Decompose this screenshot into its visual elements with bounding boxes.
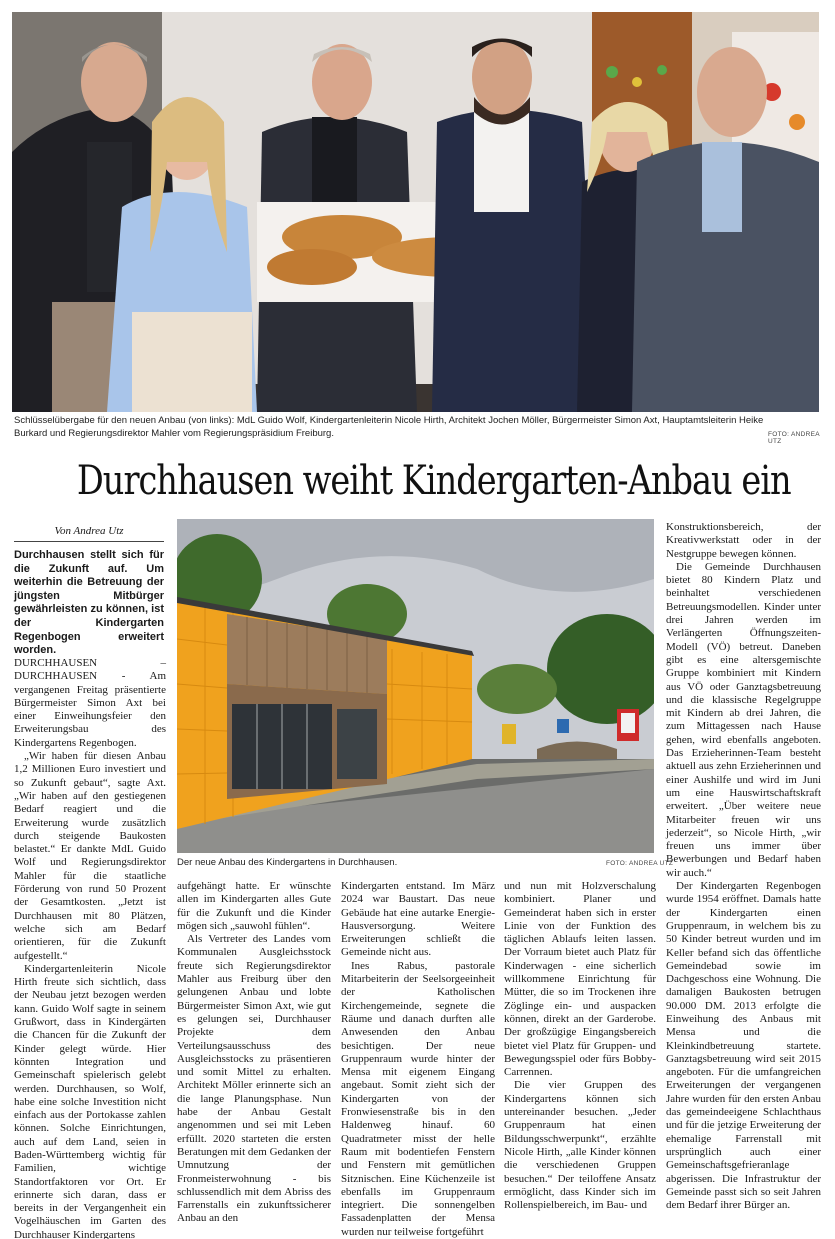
paragraph: „Wir haben für diesen Anbau 1,2 Millionen Euro investiert und so Zukunft gebaut“, sagte Axt. „Wir haben auf den gestiegenen Bedarf reagiert und die Erweiterung wurde zusätzlich durch steigende Baukosten belastet.“ Er dankte MdL Guido Wolf und Regierungsdirektor Mahler für die staatliche Förderung von rund 50 Prozent der Gesamtkosten. „Jetzt ist Durchhausen mit 80 Plätzen, welche sich am Bedarf orientieren, für die Zukunft aufgestellt.“ (14, 750, 166, 962)
article-column-4 (504, 880, 656, 1212)
paragraph: Die vier Gruppen des Kindergartens können sich untereinander besuchen. „Jeder Gruppenraum hat einen Bildungsschwerpunkt“, erzählte Nicole Hirth, „alle Kinder können die verschiedenen Gruppen besuchen.“ Der teiloffene Ansatz ermöglicht, dass Kinder sich im Rollenspielbereich, im Bau- und (504, 1079, 656, 1212)
dateline: DURCHHAUSEN – DURCHHAUSEN (14, 657, 166, 683)
paragraph-text: - Am vergangenen Freitag präsentierte Bürgermeister Simon Axt bei einer Einweihungsfeier den Erweiterungsbau des Kindergartens Regenbogen. (14, 670, 166, 749)
article-column-3 (341, 880, 495, 1239)
building-photo-credit: FOTO: ANDREA UTZ (606, 860, 674, 867)
paragraph: Der Kindergarten Regenbogen wurde 1954 eröffnet. Damals hatte der Kindergarten einen Gruppenraum, in welchem bis zu 50 Kinder betreut wurden und im Keller befand sich das öffentliche Gemeindebad sowie im Dachgeschoss eine Wohnung. Die damaligen Baukosten betrugen 90.000 DM. 2013 erfolgte die Einweihung des Anbaus mit Mensa und die Kleinkindbetreuung startete. Ganztagsbetreuung wird seit 2015 angeboten. Für die umfangreichen Erweiterungen der vergangenen Jahre wurden für den ersten Anbau das gemeindeeigene Schlachthaus und für die jetzige Erweiterung der ehemalige Farrenstall mit ursprünglich auch einer Gemeinschaftsgefrieranlage abgerissen. Die Infrastruktur der Gemeinde passt sich so seit Jahren dem Bedarf ihrer Bürger an. (666, 880, 821, 1212)
building-photo (177, 519, 654, 853)
group-photo-illustration (12, 12, 819, 412)
paragraph: Als Vertreter des Landes vom Kommunalen Ausgleichsstock freute sich Regierungsdirektor Mahler aus Freiburg über den gelungenen Anbau und lobte Bürgermeister Simon Axt, wie gut es gelungen sei, Durchhauser Projekte dem Verteilungsausschuss des Ausgleichsstocks zu präsentieren und somit Mittel zu erhalten. Architekt Möller erinnerte sich an die lange Planungsphase. Nun habe der Anbau Gestalt angenommen und sei mit Leben erfüllt. 2020 starteten die ersten Beratungen mit dem Gedanken der Umnutzung der Fronmeisterwohnung - bis schlussendlich mit dem Abriss des Farrenstalls ein zukunftssicherer Anbau an den (177, 933, 331, 1225)
paragraph (14, 657, 166, 750)
top-photo-caption: Schlüsselübergabe für den neuen Anbau (von links): MdL Guido Wolf, Kindergartenleiterin Nicole Hirth, Architekt Jochen Möller, Bürgermeister Simon Axt, Hauptamtsleiterin Heike Burkard und Regierungsdirektor Mahler vom Regierungspräsidium Freiburg. (14, 415, 764, 439)
top-photo-credit: FOTO: ANDREA UTZ (768, 431, 820, 445)
paragraph: und nun mit Holzverschalung kombiniert. Planer und Gemeinderat haben sich in erster Linie von der Funktion des täglichen Ablaufs leiten lassen. Der Vorraum bietet auch Platz für Kinderwagen - eine sicherlich willkommene Einrichtung für Mütter, die so im Trockenen ihre Zöglinge ein- und auspacken können, direkt an der Garderobe. Der großzügige Eingangsbereich bietet viel Platz für Gruppen- und Bewegungsspiel oder fürs Bobby-Carrennen. (504, 880, 656, 1079)
building-photo-illustration (177, 519, 654, 853)
paragraph: Kindergartenleiterin Nicole Hirth freute sich sichtlich, dass der Neubau jetzt bezogen werden kann. Guido Wolf sagte in seinem Grußwort, dass in Kindergärten die Chancen für die Zukunft der Kinder gelegt würde. Hier könnten Integration und Gemeinschaft spielerisch gelebt werden. Durchhausen, so Wolf, habe eine solche Investition nicht einfach aus der Portokasse zahlen können. Solche Einrichtungen, auch auf dem Land, seien in Baden-Württemberg wichtig für Familien, wichtige Standortfaktoren vor Ort. Er erinnerte sich daran, dass er bereits in der Vergangenheit ein Vogelhäuschen im Garten des Durchhauser Kindergartens (14, 962, 166, 1239)
paragraph: Kindergarten entstand. Im März 2024 war Baustart. Das neue Gebäude hat eine autarke Energie-Hausversorgung. Weitere Erweiterungen schließt die Gemeinde nicht aus. (341, 880, 495, 959)
author-byline: Von Andrea Utz (14, 525, 164, 542)
group-photo (12, 12, 819, 412)
article-column-1 (14, 657, 166, 1239)
article-column-5 (666, 521, 821, 1212)
lead-paragraph: Durchhausen stellt sich für die Zukunft auf. Um weiterhin die Betreuung der jüngsten Mitbürger gewährleisten zu können, ist der Kindergarten Regenbogen erweitert worden. (14, 549, 164, 657)
building-photo-caption: Der neue Anbau des Kindergartens in Durchhausen. (177, 857, 398, 868)
paragraph: Die Gemeinde Durchhausen bietet 80 Kindern Platz und beinhaltet verschiedenen Betreuungsmodellen. Kinder unter drei Jahren werden im Verlängerten Öffnungszeiten-Modell (VÖ) betreut. Daneben gibt es eine altersgemischte Gruppe kombiniert mit Kindern aus VÖ oder Ganztagsbetreuung und die klassische Regelgruppe mit Kindern ab drei Jahren, die zum Mittagessen nach Hause gehen, wird ebenfalls angeboten. Das Erzieherinnen-Team besteht aktuell aus zehn Erzieherinnen und einer Aushilfe und wird im Juni um eine Hauswirtschaftskraft erweitert. „Über weitere neue Mitarbeiter freuen wir uns jederzeit“, so Nicole Hirth, „wir freuen uns immer über Bewerbungen und Bedarf haben wir auch.“ (666, 560, 821, 879)
paragraph: aufgehängt hatte. Er wünschte allen im Kindergarten alles Gute für die Zukunft und die Kinder mögen sich „sauwohl fühlen“. (177, 880, 331, 932)
paragraph: Konstruktionsbereich, der Kreativwerkstatt oder in der Nestgruppe bewegen können. (666, 521, 821, 560)
headline: Durchhausen weiht Kindergarten-Anbau ein (76, 458, 791, 504)
article-column-2 (177, 880, 331, 1226)
paragraph: Ines Rabus, pastorale Mitarbeiterin der Seelsorgeeinheit der Katholischen Kirchengemeinde, segnete die Räume und danach durften alle Anwesenden den Anbau besichtigen. Der neue Gruppenraum wurde hinter der Mensa mit eigenem Eingang angebaut. Somit zieht sich der Kindergarten von der Fronwiesenstraße bis in den Haldenweg hinauf. 60 Quadratmeter misst der helle Raum mit bodentiefen Fenstern und Fenstern mit gemütlichen Sitznischen. Eine Küchenzeile ist ebenfalls im Gruppenraum integriert. Die sonnengelben Fassadenplatten der Mensa wurden nur teilweise fortgeführt (341, 959, 495, 1238)
